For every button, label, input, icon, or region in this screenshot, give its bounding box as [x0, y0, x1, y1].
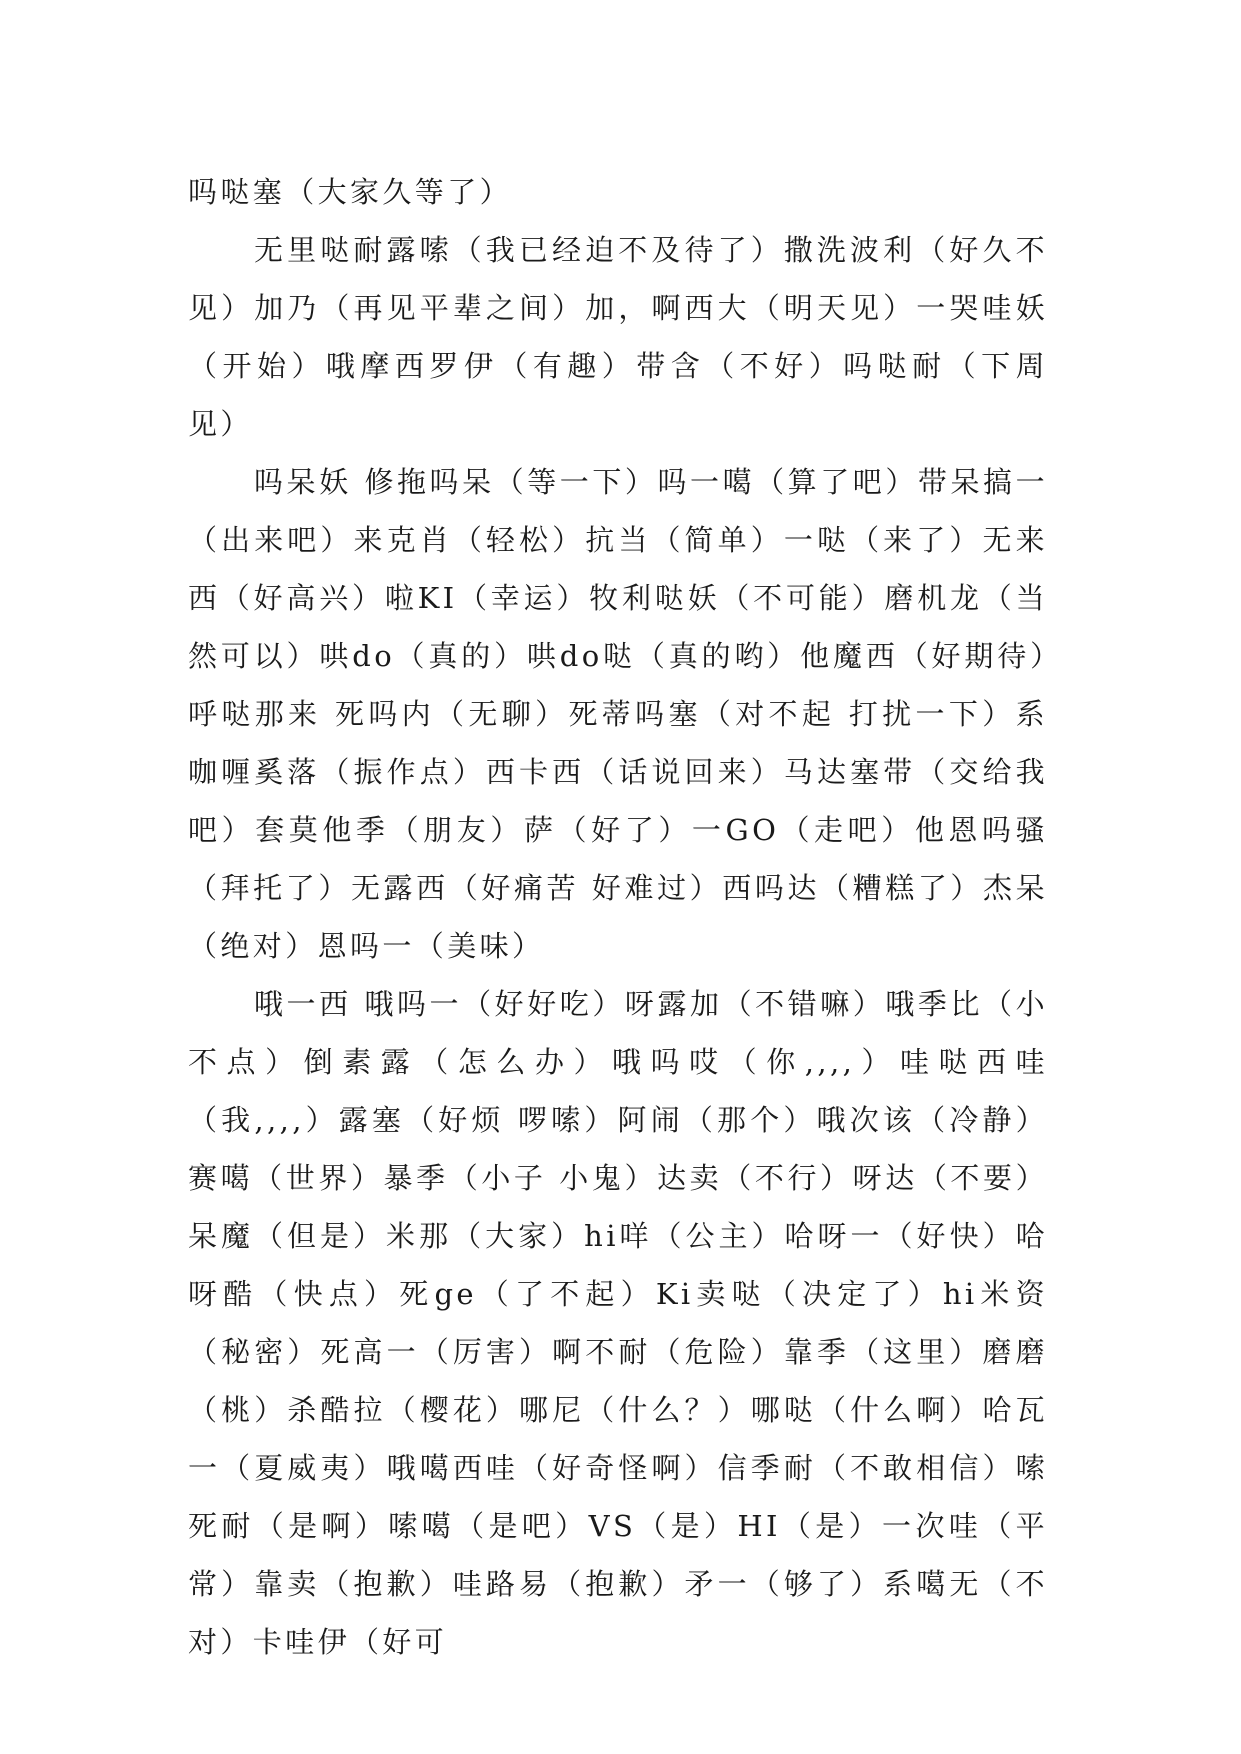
- paragraph-3: 吗呆妖 修拖吗呆（等一下）吗一噶（算了吧）带呆搞一（出来吧）来克肖（轻松）抗当（简单）一哒（来了）无来西（好高兴）啦KI（幸运）牧利哒妖（不可能）磨机龙（当然可以）哄do（真的）哄do哒（真的哟）他魔西（好期待）呼哒那来 死吗内（无聊）死蒂吗塞（对不起 打扰一下）系咖喱奚落（振作点）西卡西（话说回来）马达塞带（交给我吧）套莫他季（朋友）萨（好了）一GO（走吧）他恩吗骚（拜托了）无露西（好痛苦 好难过）西吗达（糟糕了）杰呆（绝对）恩吗一（美味）: [188, 465, 1048, 963]
- paragraph-4: 哦一西 哦吗一（好好吃）呀露加（不错嘛）哦季比（小不点）倒素露（怎么办）哦吗哎（你,,,,）哇哒西哇（我,,,,）露塞（好烦 啰嗦）阿闹（那个）哦次该（冷静）赛噶（世界）暴季（小子 小鬼）达卖（不行）呀达（不要）呆魔（但是）米那（大家）hi咩（公主）哈呀一（好快）哈呀酷（快点）死ge（了不起）Ki卖哒（决定了）hi米资（秘密）死高一（厉害）啊不耐（危险）靠季（这里）磨磨（桃）杀酷拉（樱花）哪尼（什么？）哪哒（什么啊）哈瓦一（夏威夷）哦噶西哇（好奇怪啊）信季耐（不敢相信）嗦死耐（是啊）嗦噶（是吧）VS（是）HI（是）一次哇（平常）靠卖（抱歉）哇路易（抱歉）矛一（够了）系噶无（不对）卡哇伊（好可: [188, 987, 1048, 1659]
- paragraph-1: 吗哒塞（大家久等了）: [188, 175, 513, 209]
- document-body: [188, 163, 1048, 1671]
- paragraph-2: 无里哒耐露嗦（我已经迫不及待了）撒洗波利（好久不见）加乃（再见平辈之间）加，啊西大（明天见）一哭哇妖（开始）哦摩西罗伊（有趣）带含（不好）吗哒耐（下周见）: [188, 233, 1048, 441]
